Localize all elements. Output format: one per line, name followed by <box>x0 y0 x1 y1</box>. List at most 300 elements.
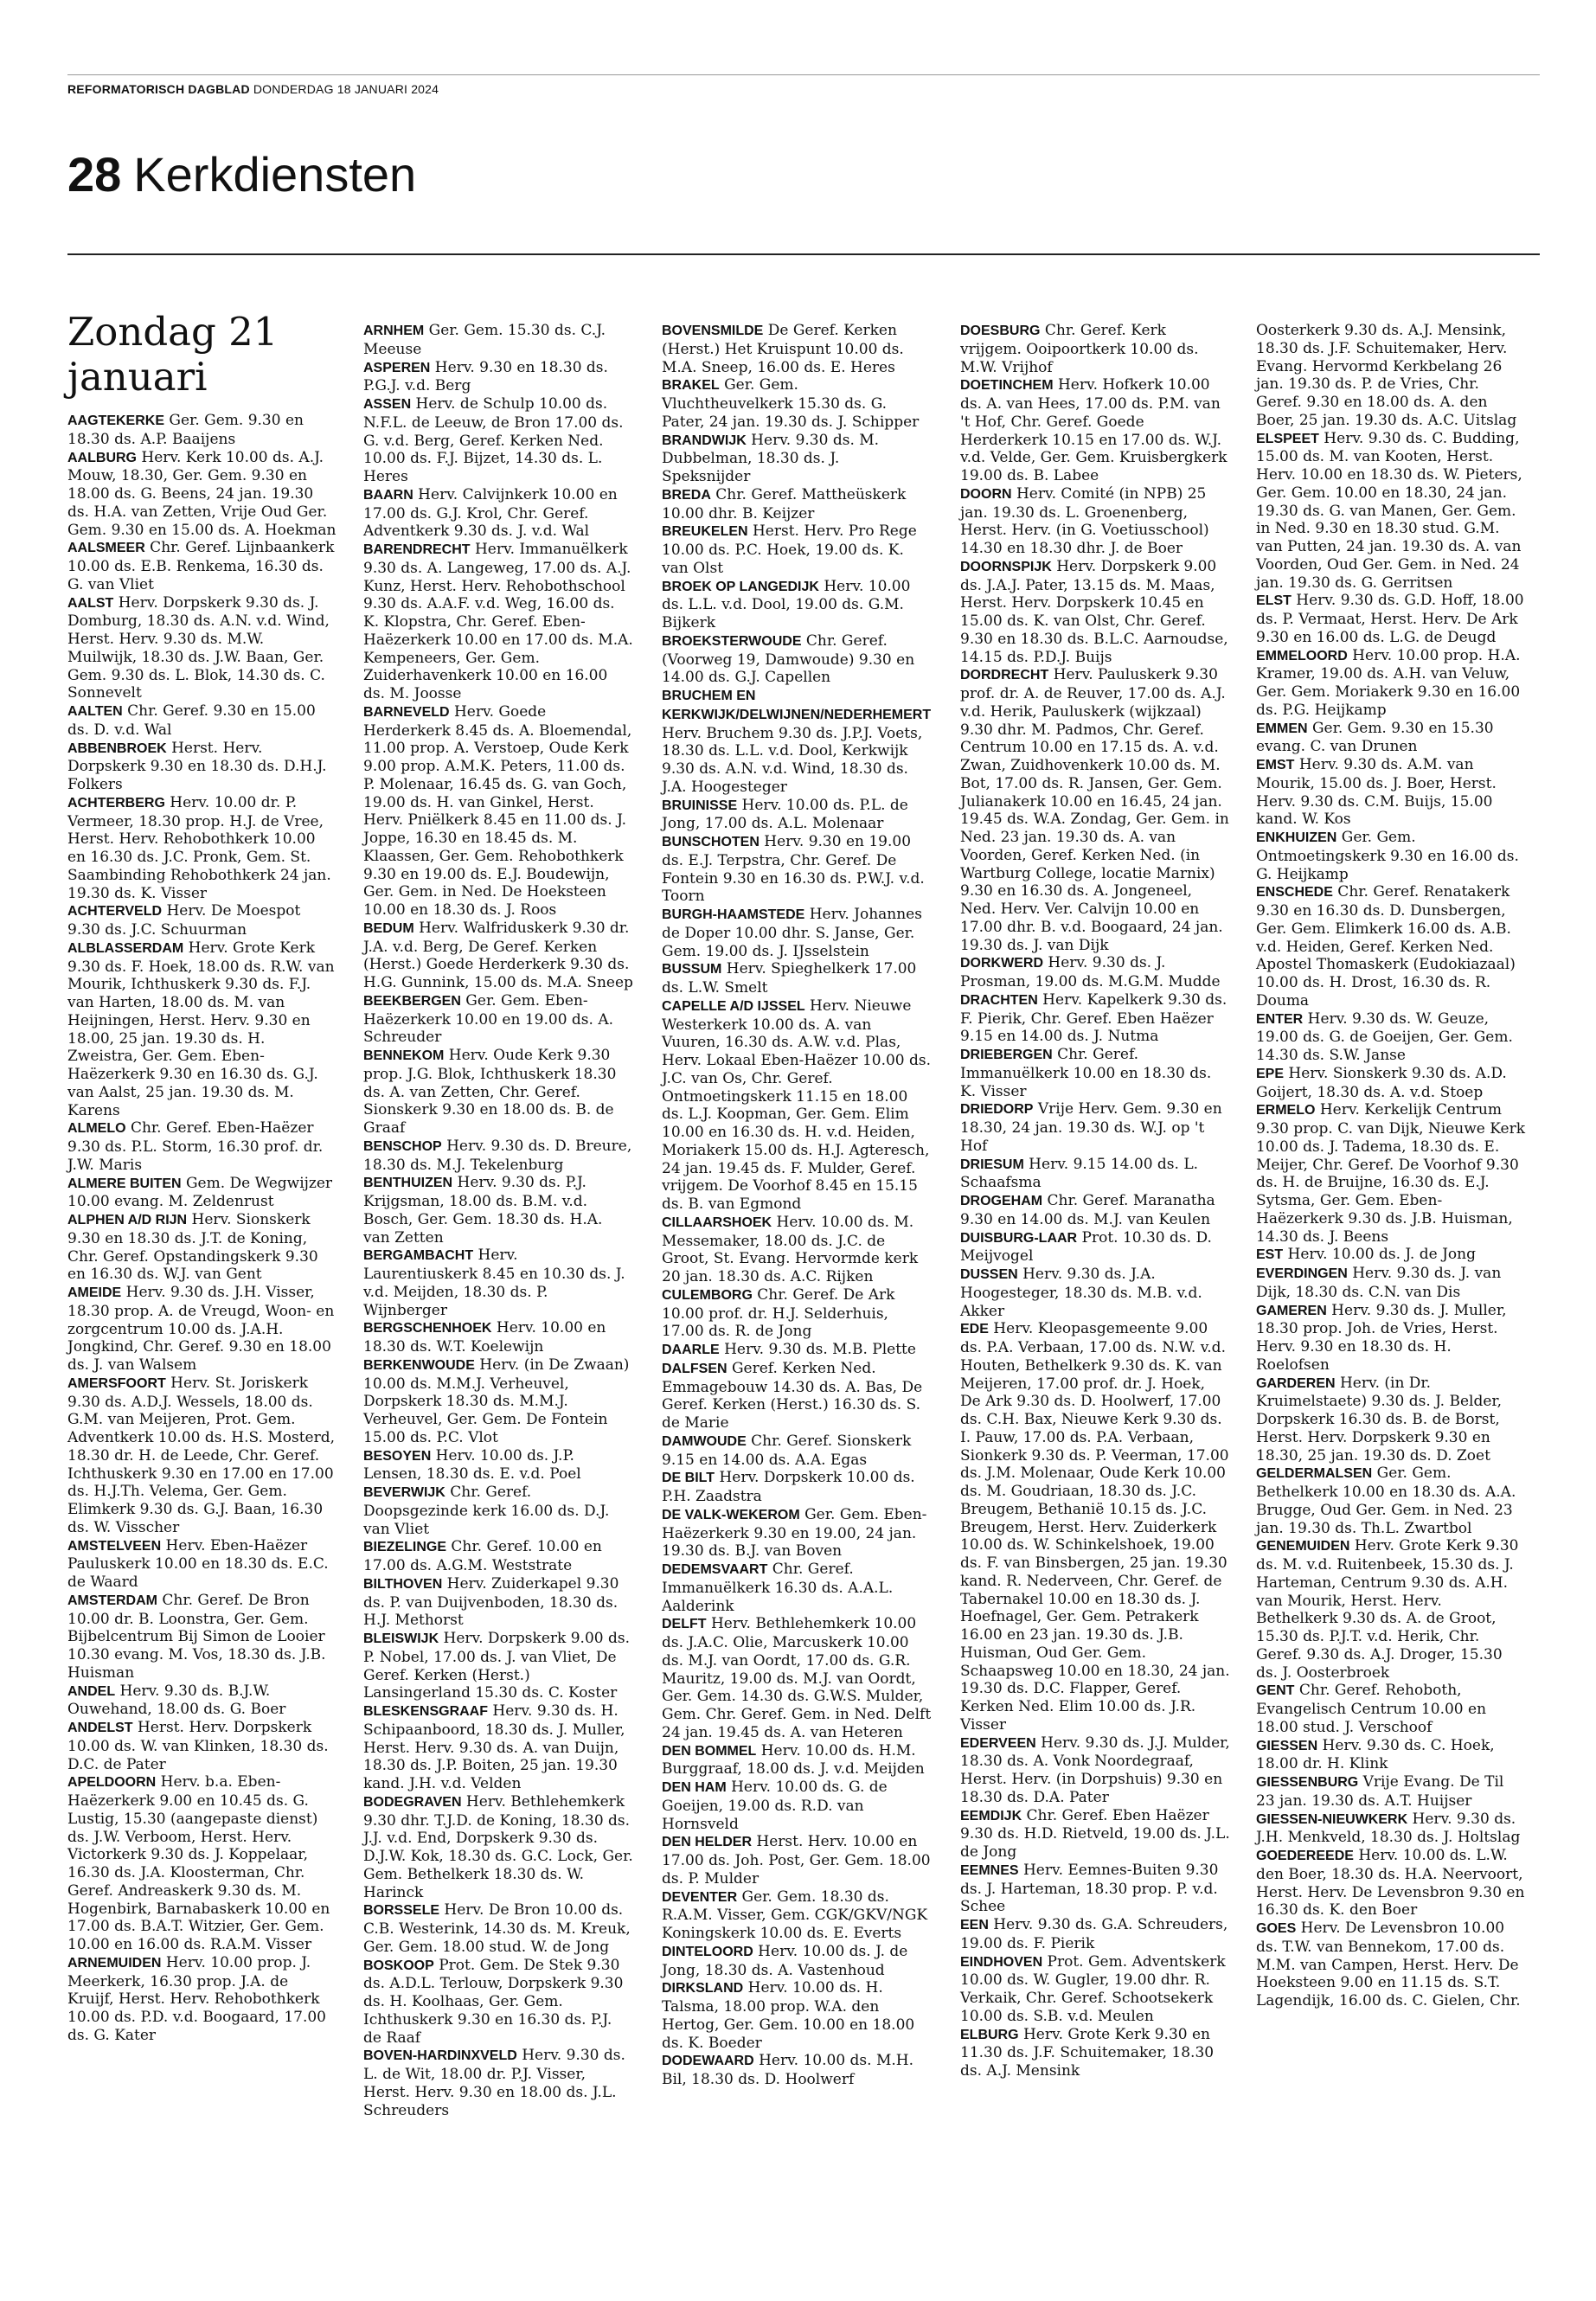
service-details: Herv. Immanuëlkerk 9.30 ds. A. Langeweg, 17.00 ds. A.J. Kunz, Herst. Herv. Rehobothschool 9.30 ds. A.A.F. v.d. Weg, 16.00 ds. K. Klopstra, Chr. Geref. Eben-Haëzerkerk 10.00 en 17.00 ds. M.A. Kempeneers, Ger. Gem. Zuiderhavenkerk 10.00 en 16.00 ds. M. Joosse <box>363 541 633 702</box>
service-details: Herv. 9.30 ds. J. Muller, 18.30 prop. Joh. de Vries, Herst. Herv. 9.30 en 18.30 ds. H. Roelofsen <box>1256 1301 1507 1374</box>
place-name: EEMNES <box>960 1862 1019 1878</box>
service-listing <box>363 395 633 486</box>
place-name: DEN HAM <box>662 1780 727 1795</box>
place-name: EMMELOORD <box>1256 648 1348 663</box>
service-details: Herv. Kleopasgemeente 9.00 ds. P.A. Verbaan, 17.00 ds. N.W. v.d. Houten, Bethelkerk 9.30 ds. K. van Meijeren, 17.00 prof. dr. J. Hoek, De Ark 9.30 ds. D. Hoolwerf, 17.00 ds. C.H. Bax, Nieuwe Kerk 9.30 ds. I. Pauw, 17.00 ds. P.A. Verbaan, Sionkerk 9.30 ds. P. Veerman, 17.00 ds. J.M. Molenaar, Oude Kerk 10.00 ds. M. Goudriaan, 18.30 ds. J.C. Breugem, Bethanië 10.15 ds. J.C. Breugem, Herst. Herv. Zuiderkerk 10.00 ds. W. Schinkelshoek, 19.00 ds. F. van Binsbergen, 25 jan. 19.30 kand. R. Nederveen, Chr. Geref. de Tabernakel 10.00 en 18.30 ds. J. Hoefnagel, Ger. Gem. Petrakerk 16.00 en 23 jan. 19.30 ds. J.B. Huisman, Oud Ger. Gem. Schaapsweg 10.00 en 18.30, 24 jan. 19.30 ds. D.C. Flapper, Geref. Kerken Ned. Elim 10.00 ds. J.R. Visser <box>960 1320 1230 1734</box>
place-name: ALBLASSERDAM <box>67 940 184 956</box>
service-listing <box>363 322 633 359</box>
service-details: Herst. Herv. 10.00 en 17.00 ds. Joh. Post, Ger. Gem. 18.00 ds. P. Mulder <box>662 1833 931 1888</box>
masthead-date: DONDERDAG 18 JANUARI 2024 <box>249 82 439 96</box>
service-details: Chr. Geref. Sionskerk 9.15 en 14.00 ds. A.A. Egas <box>662 1432 912 1469</box>
service-details: Ger. Gem. 9.30 en 15.30 evang. C. van Drunen <box>1256 719 1494 756</box>
service-listing <box>960 1192 1230 1229</box>
service-listing <box>960 666 1230 954</box>
service-details: Herv. (in Dr. Kruimelstaete) 9.30 ds. J. Belder, Dorpskerk 16.30 ds. B. de Borst, Herst. Herv. Dorpskerk 9.30 en 18.30, 25 jan. 19.30 ds. D. Zoet <box>1256 1374 1503 1465</box>
place-name: ABBENBROEK <box>67 740 167 756</box>
service-listing <box>662 1360 932 1433</box>
place-name: BODEGRAVEN <box>363 1794 462 1810</box>
service-listing <box>662 322 932 376</box>
service-details: De Geref. Kerken (Herst.) Het Kruispunt 10.00 ds. M.A. Sneep, 16.00 ds. E. Heres <box>662 322 904 376</box>
service-details: Herv. de Schulp 10.00 ds. N.F.L. de Leeuw, de Bron 17.00 ds. G. v.d. Berg, Geref. Kerken Ned. 10.00 ds. F.J. Bijzet, 14.30 ds. L. Heres <box>363 395 624 485</box>
service-listing <box>67 740 337 794</box>
service-listing <box>363 1138 633 1175</box>
place-name: ERMELO <box>1256 1103 1316 1118</box>
service-listing <box>1256 1375 1526 1465</box>
place-name: DOETINCHEM <box>960 378 1054 394</box>
service-listing <box>662 997 932 1214</box>
place-name: BOVEN-HARDINXVELD <box>363 2048 517 2064</box>
service-listing <box>67 1719 337 1773</box>
service-details: Ger. Gem. Bethelkerk 10.00 en 18.30 ds. A.A. Brugge, Oud Ger. Gem. in Ned. 23 jan. 19.30 ds. Th.L. Zwartbol <box>1256 1465 1516 1537</box>
service-listing <box>67 412 337 449</box>
service-listing <box>363 1957 633 2048</box>
place-name: BRAKEL <box>662 378 720 394</box>
service-details: Herv. Nieuwe Westerkerk 10.00 ds. A. van Vuuren, 16.30 ds. A.W. v.d. Plas, Herv. Lokaal Eben-Haëzer 10.00 ds. J.C. van Os, Chr. Geref. Ontmoetingskerk 11.15 en 18.00 ds. L.J. Koopman, Ger. Gem. Elim 10.00 en 16.30 ds. H. v.d. Heiden, Moriakerk 15.00 ds. H.J. Agteresch, 24 jan. 19.45 ds. F. Mulder, Geref. vrijgem. De Voorhof 8.45 en 15.15 ds. B. van Egmond <box>662 997 932 1213</box>
service-listing <box>1256 1465 1526 1537</box>
service-listing <box>960 1916 1230 1953</box>
service-listing <box>662 486 932 523</box>
place-name: CULEMBORG <box>662 1287 753 1303</box>
place-name: AALST <box>67 595 114 611</box>
service-listing <box>1256 883 1526 1009</box>
service-details: Herv. Sionskerk 9.30 ds. A.D. Goijert, 18.30 ds. A. v.d. Stoep <box>1256 1064 1507 1101</box>
service-details: Herv. Pauluskerk 9.30 prof. dr. A. de Reuver, 17.00 ds. A.J. v.d. Herik, Pauluskerk (wijkzaal) 9.30 dhr. M. Padmos, Chr. Geref. Centrum 10.00 en 17.15 ds. A. v.d. Zwan, Zuidhovenkerk 10.00 ds. M. Bot, 17.00 ds. R. Jansen, Ger. Gem. Julianakerk 10.00 en 16.45, 24 jan. 19.45 ds. W.A. Zondag, Ger. Gem. in Ned. 23 jan. 19.30 ds. A. van Voorden, Geref. Kerken Ned. (in Wartburg College, locatie Marnix) 9.30 en 16.30 ds. A. Jongeneel, Ned. Herv. Ver. Calvijn 10.00 en 17.00 dhr. B. v.d. Boogaard, 24 jan. 19.30 ds. J. van Dijk <box>960 666 1229 954</box>
service-details: Herv. Laurentiuskerk 8.45 en 10.30 ds. J. v.d. Meijden, 18.30 ds. P. Wijnberger <box>363 1247 625 1319</box>
service-listing <box>960 1266 1230 1320</box>
place-name: AALSMEER <box>67 541 145 556</box>
service-listing <box>67 594 337 703</box>
service-details: Herv. 9.30 ds. J.H. Visser, 18.30 prop. A. de Vreugd, Woon- en zorgcentrum 10.00 ds. J.A.H. Jongkind, Chr. Geref. 9.30 en 18.00 ds. J. van Walsem <box>67 1284 335 1374</box>
service-listing <box>67 1682 337 1720</box>
service-listing <box>1256 1302 1526 1375</box>
place-name: DOORNSPIJK <box>960 559 1052 574</box>
service-details: Herv. 9.30 ds. A.M. van Mourik, 15.00 ds. J. Boer, Herst. Herv. 9.30 ds. C.M. Buijs, 15.00 kand. W. Kos <box>1256 756 1497 829</box>
service-listing <box>960 1100 1230 1155</box>
service-listing <box>363 541 633 703</box>
service-details: Herv. 10.00 ds. J.P. Lensen, 18.30 ds. E. v.d. Poel <box>363 1446 581 1484</box>
place-name: BURGH-HAAMSTEDE <box>662 907 805 922</box>
service-details: Ger. Gem. Vluchtheuvelkerk 15.30 ds. G. Pater, 24 jan. 19.30 ds. J. Schipper <box>662 376 920 431</box>
service-details: Chr. Geref. Immanuëlkerk 16.30 ds. A.A.L. Aalderink <box>662 1561 894 1615</box>
service-listing <box>662 1742 932 1779</box>
place-name: GOEDEREEDE <box>1256 1849 1354 1863</box>
service-listing <box>662 578 932 632</box>
place-name: BOSKOOP <box>363 1958 434 1973</box>
service-details: Herv. 10.00 ds. P.L. de Jong, 17.00 ds. A.L. Molenaar <box>662 796 908 833</box>
service-details: Herv. Kerk 10.00 ds. A.J. Mouw, 18.30, Ger. Gem. 9.30 en 18.00 ds. G. Beens, 24 jan. 19.30 ds. H.A. van Zetten, Vrije Oud Ger. Gem. 9.30 en 15.00 ds. A. Hoekman <box>67 448 337 539</box>
place-name: ELSPEET <box>1256 431 1319 446</box>
service-listing <box>662 522 932 577</box>
place-name: BUSSUM <box>662 962 722 977</box>
place-name: DRACHTEN <box>960 992 1038 1008</box>
service-listing <box>363 1319 633 1356</box>
place-name: BAARN <box>363 487 413 503</box>
place-name: BARENDRECHT <box>363 542 471 557</box>
service-details: Herv. 9.30 ds. B.J.W. Ouwehand, 18.00 ds. G. Boer <box>67 1682 286 1719</box>
service-listing <box>67 939 337 1120</box>
service-details: Herv. 9.30 ds. J. van Dijk, 18.30 ds. C.N. van Dis <box>1256 1265 1502 1301</box>
place-name: BERGAMBACHT <box>363 1248 474 1264</box>
service-details: Herv. 9.30 ds. H. Schipaanboord, 18.30 ds. J. Muller, Herst. Herv. 9.30 ds. A. van Duijn, 18.30 ds. J.P. Boiten, 25 jan. 19.30 kand. J.H. v.d. Velden <box>363 1702 625 1792</box>
place-name: AAGTEKERKE <box>67 413 165 428</box>
service-details: Ger. Gem. Eben-Haëzerkerk 10.00 en 19.00 ds. A. Schreuder <box>363 991 614 1047</box>
service-listing <box>67 702 337 740</box>
service-details: Herv. Walfriduskerk 9.30 dr. J.A. v.d. Berg, De Geref. Kerken (Herst.) Goede Herderkerk 9.30 ds. H.G. Gunnink, 15.00 ds. M.A. Sneep <box>363 919 633 991</box>
masthead-text <box>67 82 439 96</box>
service-details: Herv. 9.30 ds. M.B. Plette <box>719 1341 916 1358</box>
place-name: BOVENSMILDE <box>662 324 764 338</box>
service-details: Herv. 9.30 ds. W. Geuze, 19.00 ds. G. de Goeijen, Ger. Gem. 14.30 ds. S.W. Janse <box>1256 1009 1513 1064</box>
service-details: Herv. Goede Herderkerk 8.45 ds. A. Bloemendal, 11.00 prop. A. Verstoep, Oude Kerk 9.00 prop. A.M.K. Peters, 11.00 ds. P. Molenaar, 16.45 ds. G. van Goch, 19.00 ds. H. van Ginkel, Herst. Herv. Pniëlkerk 8.45 en 11.00 ds. J. Joppe, 16.30 en 18.45 ds. M. Klaassen, Ger. Gem. Rehobothkerk 9.30 en 19.00 ds. E.J. Boudewijn, Ger. Gem. in Ned. De Hoeksteen 10.00 en 18.30 ds. J. Roos <box>363 702 632 919</box>
place-name: ALPHEN A/D RIJN <box>67 1213 188 1227</box>
place-name: BEDUM <box>363 920 414 936</box>
place-name: BENNEKOM <box>363 1048 445 1063</box>
place-name: ACHTERVELD <box>67 904 163 920</box>
place-name: GENEMUIDEN <box>1256 1539 1350 1554</box>
day-heading: Zondag 21 januari <box>67 309 279 400</box>
service-listing <box>960 376 1230 485</box>
service-details: Herst. Herv. Pro Rege 10.00 ds. P.C. Hoek, 19.00 ds. K. van Olst <box>662 522 917 577</box>
place-name: ASSEN <box>363 397 412 412</box>
service-listing <box>1256 592 1526 646</box>
service-listing <box>363 1356 633 1447</box>
service-listing <box>662 2052 932 2089</box>
place-name: DOORN <box>960 486 1012 502</box>
place-name: DROGEHAM <box>960 1194 1043 1208</box>
place-name: GELDERMALSEN <box>1256 1466 1373 1482</box>
place-name: BRUCHEM EN KERKWIJK/DELWIJNEN/NEDERHEMERT <box>662 689 932 722</box>
service-details: Herv. 9.30 ds. J.H. Menkveld, 18.30 ds. J. Holtslag <box>1256 1810 1521 1847</box>
service-details: Herv. Johannes de Doper 10.00 dhr. S. Janse, Ger. Gem. 19.00 ds. J. IJsselstein <box>662 906 922 960</box>
place-name: BUNSCHOTEN <box>662 835 760 849</box>
place-name: BRANDWIJK <box>662 433 747 448</box>
service-listing <box>363 2047 633 2119</box>
place-name: BENSCHOP <box>363 1138 442 1154</box>
place-name: DAARLE <box>662 1343 720 1357</box>
service-listing <box>662 1506 932 1561</box>
column-1 <box>67 310 337 2045</box>
service-details: Prot. Gem. Adventskerk 10.00 ds. W. Gugler, 19.00 dhr. R. Verkaik, Chr. Geref. Schootsekerk 10.00 ds. S.B. v.d. Meulen <box>960 1952 1226 2025</box>
service-listing <box>662 1888 932 1943</box>
service-listing <box>960 1734 1230 1807</box>
place-name: EINDHOVEN <box>960 1954 1043 1970</box>
service-details: Herv. Kapelkerk 9.30 ds. F. Pierik, Chr. Geref. Eben Haëzer 9.15 en 14.00 ds. J. Nutma <box>960 990 1227 1046</box>
place-name: BESOYEN <box>363 1448 432 1464</box>
service-details: Herv. Zuiderkapel 9.30 ds. P. van Duijvenboden, 18.30 ds. H.J. Methorst <box>363 1574 619 1630</box>
place-name: BROEKSTERWOUDE <box>662 633 802 649</box>
place-name: ASPEREN <box>363 360 431 375</box>
place-name: DRIEDORP <box>960 1102 1034 1118</box>
service-details: Herv. Sionskerk 9.30 en 18.30 ds. J.T. de Koning, Chr. Geref. Opstandingskerk 9.30 en 16.30 ds. W.J. van Gent <box>67 1211 318 1284</box>
service-listing <box>67 449 337 540</box>
place-name: AMEIDE <box>67 1285 122 1300</box>
place-name: AMSTELVEEN <box>67 1538 162 1554</box>
service-details: Chr. Geref. Rehoboth, Evangelisch Centrum 10.00 en 18.00 stud. J. Verschoof <box>1256 1682 1487 1736</box>
service-details: Herst. Herv. Dorpskerk 10.00 ds. W. van Klinken, 18.30 ds. D.C. de Pater <box>67 1719 329 1773</box>
place-name: DORKWERD <box>960 956 1043 971</box>
service-listing <box>662 1833 932 1888</box>
service-details: Herv. Dorpskerk 9.30 ds. J. Domburg, 18.30 ds. A.N. v.d. Wind, Herst. Herv. 9.30 ds. M.W. Muilwijk, 18.30 ds. J.W. Baan, Ger. Gem. 9.30 ds. L. Blok, 14.30 ds. C. Sonnevelt <box>67 593 330 702</box>
service-details: Herv. Dorpskerk 10.00 ds. P.H. Zaadstra <box>662 1469 915 1505</box>
service-listing <box>1256 756 1526 829</box>
page-number: 28 <box>67 147 122 202</box>
service-listing <box>662 632 932 687</box>
service-details: Herv. Spieghelkerk 17.00 ds. L.W. Smelt <box>662 960 917 997</box>
service-listing <box>67 1175 337 1212</box>
service-details: Chr. Geref. Lijnbaankerk 10.00 ds. E.B. Renkema, 16.30 ds. G. van Vliet <box>67 539 335 593</box>
service-listing <box>960 954 1230 991</box>
service-listing <box>662 687 932 797</box>
place-name: BROEK OP LANGEDIJK <box>662 579 819 594</box>
service-details: Chr. Geref. 9.30 en 15.00 ds. D. v.d. Wal <box>67 702 316 739</box>
service-listing <box>662 1433 932 1470</box>
place-name: GOES <box>1256 1921 1297 1936</box>
service-details: Herv. Comité (in NPB) 25 jan. 19.30 ds. L. Groenenberg, Herst. Herv. (in G. Voetiusschool) 14.30 en 18.30 dhr. J. de Boer <box>960 484 1209 557</box>
place-name: GAMEREN <box>1256 1303 1327 1318</box>
service-details: Chr. Geref. (Voorweg 19, Damwoude) 9.30 en 14.00 ds. G.J. Capellen <box>662 631 915 687</box>
service-listing <box>662 960 932 997</box>
place-name: BEEKBERGEN <box>363 993 461 1009</box>
place-name: ALMERE BUITEN <box>67 1176 182 1191</box>
service-details: Chr. Geref. Eben-Haëzer 9.30 ds. P.L. Storm, 16.30 prof. dr. J.W. Maris <box>67 1119 324 1174</box>
service-listing <box>363 1174 633 1247</box>
place-name: DUSSEN <box>960 1267 1018 1282</box>
service-listing <box>1256 1246 1526 1265</box>
service-listing <box>67 1375 337 1537</box>
place-name: EDERVEEN <box>960 1735 1036 1751</box>
service-details: Herv. 9.30 ds. C. Budding, 15.00 ds. M. van Kooten, Herst. Herv. 10.00 en 18.30 ds. W. Pieters, Ger. Gem. 10.00 en 18.30, 24 jan. 19.30 ds. G. van Manen, Ger. Gem. in Ned. 9.30 en 18.30 stud. G.M. van Putten, 24 jan. 19.30 ds. A. van Voorden, Oud Ger. Gem. in Ned. 24 jan. 19.30 ds. G. Gerritsen <box>1256 429 1522 592</box>
service-listing <box>363 1901 633 1956</box>
service-listing <box>363 1047 633 1138</box>
place-name: AALBURG <box>67 450 137 465</box>
service-details: Herv. Bethlehemkerk 9.30 dhr. T.J.D. de Koning, 18.30 ds. J.J. v.d. End, Dorpskerk 9.30 ds. D.J.W. Kok, 18.30 ds. G.C. Lock, Ger. Gem. Bethelkerk 18.30 ds. W. Harinck <box>363 1792 633 1901</box>
service-listing <box>1256 1101 1526 1246</box>
place-name: EPE <box>1256 1066 1285 1081</box>
service-details: Herv. Bethlehemkerk 10.00 ds. J.A.C. Olie, Marcuskerk 10.00 ds. M.J. van Oordt, 17.00 ds. G.R. Mauritz, 19.00 ds. M.J. van Oordt, Ger. Gem. 14.30 ds. G.W.S. Mulder, Gem. Chr. Geref. Gem. in Ned. Delft 24 jan. 19.45 ds. A. van Heteren <box>662 1615 932 1741</box>
service-details: Herv. Grote Kerk 9.30 ds. F. Hoek, 18.00 ds. R.W. van Mourik, Ichthuskerk 9.30 ds. F.J. van Harten, 18.00 ds. M. van Heijningen, Herst. Herv. 9.30 en 18.00, 25 jan. 19.30 ds. H. Zweistra, Ger. Gem. Eben-Haëzerkerk 9.30 en 16.30 ds. G.J. van Aalst, 25 jan. 19.30 ds. M. Karens <box>67 939 335 1119</box>
service-details: Herv. St. Joriskerk 9.30 ds. A.D.J. Wessels, 18.00 ds. G.M. van Meijeren, Prot. Gem. Adventkerk 10.00 ds. H.S. Mosterd, 18.30 dr. H. de Leede, Chr. Geref. Ichthuskerk 9.30 en 17.00 en 17.00 ds. H.J.Th. Velema, Ger. Gem. Elimkerk 9.30 ds. G.J. Baan, 16.30 ds. W. Visscher <box>67 1374 336 1536</box>
service-listing <box>1256 1773 1526 1811</box>
service-details: Herv. 10.00 ds. H. Talsma, 18.00 prop. W.A. den Hertog, Ger. Gem. 10.00 en 18.00 ds. K. Boeder <box>662 1979 915 2052</box>
service-listing <box>662 1341 932 1360</box>
place-name: BREUKELEN <box>662 524 748 540</box>
service-details: Ger. Gem. Ontmoetingskerk 9.30 en 16.00 ds. G. Heijkamp <box>1256 829 1519 883</box>
place-name: AALTEN <box>67 704 123 719</box>
place-name: DODEWAARD <box>662 2054 754 2069</box>
service-listing <box>1256 1811 1526 1848</box>
service-details: Ger. Gem. Eben-Haëzerkerk 9.30 en 19.00, 24 jan. 19.30 ds. B.J. van Boven <box>662 1505 927 1561</box>
service-listing <box>1256 1065 1526 1102</box>
place-name: DALFSEN <box>662 1361 727 1376</box>
service-details: Herv. 10.00 ds. M.H. Bil, 18.30 ds. D. Hoolwerf <box>662 2052 914 2088</box>
service-details: Herv. De Levensbron 10.00 ds. T.W. van Bennekom, 17.00 ds. M.M. van Campen, Herst. Herv. De Hoeksteen 9.00 en 11.15 ds. S.T. Lagendijk, 16.00 ds. C. Gielen, Chr. <box>1256 1920 1521 2009</box>
service-details: Vrije Herv. Gem. 9.30 en 18.30, 24 jan. 19.30 ds. W.J. op 't Hof <box>960 1100 1222 1155</box>
place-name: BEVERWIJK <box>363 1485 445 1500</box>
service-listing <box>1256 647 1526 720</box>
service-details: Herst. Herv. Dorpskerk 9.30 en 18.30 ds. D.H.J. Folkers <box>67 739 327 793</box>
service-details: Herv. 9.30 en 19.00 ds. E.J. Terpstra, Chr. Geref. De Fontein 9.30 en 16.30 ds. P.W.J. v.d. Toorn <box>662 833 925 906</box>
place-name: BLESKENSGRAAF <box>363 1704 489 1719</box>
service-listing <box>363 359 633 396</box>
service-details: Chr. Geref. Kerk vrijgem. Ooipoortkerk 10.00 ds. M.W. Vrijhof <box>960 322 1199 376</box>
service-details: Chr. Geref. De Bron 10.00 dr. B. Loonstra, Ger. Gem. Bijbelcentrum Bij Simon de Looier 10.30 evang. M. Vos, 18.30 ds. J.B. Huisman <box>67 1591 326 1682</box>
service-details: Herv. Dorpskerk 9.00 ds. P. Nobel, 17.00 ds. J. van Vliet, De Geref. Kerken (Herst.) Lansingerland 15.30 ds. C. Koster <box>363 1630 630 1702</box>
service-listing <box>960 1320 1230 1734</box>
place-name: DE BILT <box>662 1471 715 1486</box>
service-listing <box>662 376 932 431</box>
service-listing <box>1256 1010 1526 1065</box>
place-name: DRIESUM <box>960 1157 1024 1172</box>
service-listing <box>363 1247 633 1319</box>
place-name: EMST <box>1256 758 1295 772</box>
service-listing <box>363 1484 633 1538</box>
place-name: BERKENWOUDE <box>363 1357 475 1373</box>
service-details: Herv. Hofkerk 10.00 ds. A. van Hees, 17.00 ds. P.M. van 't Hof, Chr. Geref. Goede Herderkerk 10.15 en 17.00 ds. W.J. v.d. Velde, Ger. Gem. Kruisbergkerk 19.00 ds. B. Labee <box>960 376 1227 484</box>
service-details: Herv. 9.30 ds. J.A. Hoogesteger, 18.30 ds. M.B. v.d. Akker <box>960 1266 1202 1320</box>
service-listing <box>662 1943 932 1980</box>
service-listing <box>67 1537 337 1592</box>
place-name: BENTHUIZEN <box>363 1176 453 1191</box>
service-details: Herv. 10.00 prop. H.A. Kramer, 19.00 ds. A.H. van Veluw, Ger. Gem. Moriakerk 9.30 en 16.00 ds. P.G. Heijkamp <box>1256 646 1521 719</box>
masthead-paper-name: REFORMATORISCH DAGBLAD <box>67 82 250 96</box>
service-listing <box>363 1630 633 1702</box>
place-name: DEN BOMMEL <box>662 1743 757 1759</box>
service-listing <box>363 1702 633 1793</box>
service-details: Chr. Geref. Eben Haëzer 9.30 ds. H.D. Rietveld, 19.00 ds. J.L. de Jong <box>960 1806 1230 1861</box>
place-name: DEVENTER <box>662 1889 738 1905</box>
place-name: CILLAARSHOEK <box>662 1215 772 1230</box>
service-listing <box>1256 720 1526 757</box>
place-name: DORDRECHT <box>960 668 1049 683</box>
service-details: Herv. Kerkelijk Centrum 9.30 prop. C. van Dijk, Nieuwe Kerk 10.00 ds. J. Tadema, 18.30 ds. E. Meijer, Chr. Geref. De Voorhof 9.30 ds. H. de Bruijne, 16.30 ds. E.J. Sytsma, Ger. Gem. Eben-Haëzerkerk 9.30 ds. J.B. Huisman, 14.30 ds. J. Beens <box>1256 1101 1526 1246</box>
service-details: Herv. Eemnes-Buiten 9.30 ds. J. Harteman, 18.30 prop. P. v.d. Schee <box>960 1861 1219 1916</box>
column-5 <box>1256 322 1526 2010</box>
column-3 <box>662 322 932 2089</box>
place-name: GENT <box>1256 1683 1295 1699</box>
place-name: BLEISWIJK <box>363 1631 439 1646</box>
service-details: Ger. Gem. 9.30 en 18.30 ds. A.P. Baaijens <box>67 412 304 448</box>
service-details: Herv. 9.30 ds. L. de Wit, 18.00 dr. P.J. Visser, Herst. Herv. 9.30 en 18.00 ds. J.L. Schreuders <box>363 2047 625 2119</box>
service-details: Herv. 9.30 ds. G.D. Hoff, 18.00 ds. P. Vermaat, Herst. Herv. De Ark 9.30 en 16.00 ds. L.G. de Deugd <box>1256 592 1524 646</box>
service-listing <box>1256 1265 1526 1302</box>
service-listing <box>662 906 932 960</box>
place-name: BRUINISSE <box>662 798 738 813</box>
place-name: DAMWOUDE <box>662 1433 747 1449</box>
service-listing <box>67 902 337 939</box>
service-details: Herv. De Bron 10.00 ds. C.B. Westerink, 14.30 ds. M. Kreuk, Ger. Gem. 18.00 stud. W. de Jong <box>363 1901 631 1956</box>
service-details: Chr. Geref. Renatakerk 9.30 en 16.30 ds. D. Dunsbergen, Ger. Gem. Elimkerk 16.00 ds. A.B. v.d. Heiden, Geref. Kerken Ned. Apostel Thomaskerk (Eudokiazaal) 10.00 ds. H. Drost, 16.30 ds. R. Douma <box>1256 883 1516 1009</box>
place-name: EST <box>1256 1247 1284 1263</box>
service-details: Chr. Geref. Mattheüskerk 10.00 dhr. B. Keijzer <box>662 485 907 522</box>
service-listing <box>1256 1847 1526 1920</box>
service-listing <box>662 1469 932 1506</box>
service-listing <box>363 486 633 541</box>
service-listing <box>1256 1537 1526 1682</box>
service-listing <box>960 1229 1230 1266</box>
place-name: BARNEVELD <box>363 704 450 720</box>
service-details: Herv. b.a. Eben-Haëzerkerk 9.00 en 10.45 ds. G. Lustig, 15.30 (aangepaste dienst) ds. J.W. Verboom, Herst. Herv. Victorkerk 9.30 ds. J. Koppelaar, 16.30 ds. J.A. Kloosterman, Chr. Geref. Andreaskerk 9.30 ds. M. Hogenbirk, Barnabaskerk 10.00 en 17.00 ds. B.A.T. Witzier, Ger. Gem. 10.00 en 16.00 ds. R.A.M. Visser <box>67 1773 330 1953</box>
service-listing <box>67 1284 337 1375</box>
place-name: ELST <box>1256 593 1292 609</box>
place-name: ANDEL <box>67 1683 116 1699</box>
place-name: EVERDINGEN <box>1256 1266 1348 1281</box>
place-name: BORSSELE <box>363 1903 440 1919</box>
service-details: Herv. 10.00 ds. H.M. Burggraaf, 18.00 ds. J. v.d. Meijden <box>662 1741 925 1779</box>
place-name: ARNHEM <box>363 324 425 338</box>
masthead <box>67 74 1540 96</box>
service-listing <box>67 1954 337 2045</box>
service-details: Ger. Gem. 15.30 ds. C.J. Meeuse <box>363 322 606 358</box>
service-details: Herv. 9.30 ds. D. Breure, 18.30 ds. M.J. Tekelenburg <box>363 1137 632 1174</box>
service-details: Herv. 9.30 ds. G.A. Schreuders, 19.00 ds. F. Pierik <box>960 1916 1228 1952</box>
service-listing <box>960 322 1230 376</box>
service-details: Herv. 10.00 ds. G. de Goeijen, 19.00 ds. R.D. van Hornsveld <box>662 1779 888 1833</box>
place-name: BERGSCHENHOEK <box>363 1321 492 1336</box>
service-listing <box>662 1615 932 1741</box>
place-name: GIESSEN-NIEUWKERK <box>1256 1811 1408 1827</box>
place-name: ENKHUIZEN <box>1256 830 1337 845</box>
column-2 <box>363 322 633 2119</box>
service-listing <box>662 1286 932 1341</box>
service-details: Herv. 9.15 14.00 ds. L. Schaafsma <box>960 1155 1199 1192</box>
service-listing <box>662 432 932 486</box>
place-name: BREDA <box>662 487 711 503</box>
service-details: Herv. Bruchem 9.30 ds. J.P.J. Voets, 18.30 ds. L.L. v.d. Dool, Kerkwijk 9.30 ds. A.N. v.d. Wind, 18.30 ds. J.A. Hoogesteger <box>662 724 923 796</box>
service-listing <box>960 1953 1230 2026</box>
service-listing <box>363 1575 633 1630</box>
service-details: Prot. Gem. De Stek 9.30 ds. A.D.L. Terlouw, Dorpskerk 9.30 ds. H. Koolhaas, Ger. Gem. Ichthuskerk 9.30 en 16.30 ds. P.J. de Raaf <box>363 1956 624 2047</box>
service-listing <box>662 1779 932 1833</box>
service-listing <box>67 1119 337 1174</box>
service-listing <box>960 558 1230 667</box>
service-details: Chr. Geref. Doopsgezinde kerk 16.00 ds. D.J. van Vliet <box>363 1484 610 1538</box>
service-listing <box>960 1046 1230 1100</box>
place-name: DELFT <box>662 1617 707 1632</box>
service-listing <box>960 2026 1230 2080</box>
service-details: Herv. 9.30 ds. M. Dubbelman, 18.30 ds. J. Speksnijder <box>662 431 880 485</box>
place-name: DEN HELDER <box>662 1835 753 1850</box>
place-name: DOESBURG <box>960 324 1041 338</box>
service-details: Chr. Geref. Maranatha 9.30 en 14.00 ds. M.J. van Keulen <box>960 1192 1215 1228</box>
place-name: EMMEN <box>1256 721 1308 736</box>
service-details: Herv. Oude Kerk 9.30 prop. J.G. Blok, Ichthuskerk 18.30 ds. A. van Zetten, Chr. Geref. Sionskerk 9.30 en 18.00 ds. B. de Graaf <box>363 1047 617 1137</box>
place-name: ACHTERBERG <box>67 795 165 811</box>
service-details: Vrije Evang. De Til 23 jan. 19.30 ds. A.T. Huijser <box>1256 1773 1504 1810</box>
place-name: EEN <box>960 1918 989 1932</box>
service-details: Herv. 10.00 ds. J. de Jong, 18.30 ds. A. Vastenhoud <box>662 1942 908 1979</box>
service-details: Chr. Geref. 10.00 en 17.00 ds. A.G.M. Weststrate <box>363 1538 602 1574</box>
place-name: GARDEREN <box>1256 1375 1336 1391</box>
place-name: DEDEMSVAART <box>662 1562 768 1577</box>
place-name: ALMELO <box>67 1121 126 1137</box>
header-divider <box>67 253 1540 255</box>
service-listing <box>960 991 1230 1046</box>
service-listing <box>1256 1682 1526 1736</box>
service-details: Chr. Geref. Immanuëlkerk 10.00 en 18.30 ds. K. Visser <box>960 1046 1212 1100</box>
service-listing <box>1256 430 1526 593</box>
service-details: Herv. 10.00 dr. P. Vermeer, 18.30 prop. H.J. de Vree, Herst. Herv. Rehobothkerk 10.00 en 16.30 ds. J.C. Pronk, Gem. St. Saambinding Rehobothkerk 24 jan. 19.30 ds. K. Visser <box>67 793 331 902</box>
place-name: ARNEMUIDEN <box>67 1955 162 1971</box>
place-name: EDE <box>960 1322 989 1337</box>
service-listing <box>1256 1920 1526 2010</box>
service-details: Herv. 9.30 ds. C. Hoek, 18.00 dr. H. Klink <box>1256 1736 1495 1773</box>
service-listing <box>67 1211 337 1284</box>
service-details: Ger. Gem. 18.30 ds. R.A.M. Visser, Gem. CGK/GKV/NGK Koningskerk 10.00 ds. E. Everts <box>662 1888 928 1942</box>
service-listing <box>363 920 633 992</box>
service-listing <box>67 794 337 903</box>
service-details: Gem. De Wegwijzer 10.00 evang. M. Zeldenrust <box>67 1174 333 1211</box>
place-name: AMERSFOORT <box>67 1375 166 1391</box>
